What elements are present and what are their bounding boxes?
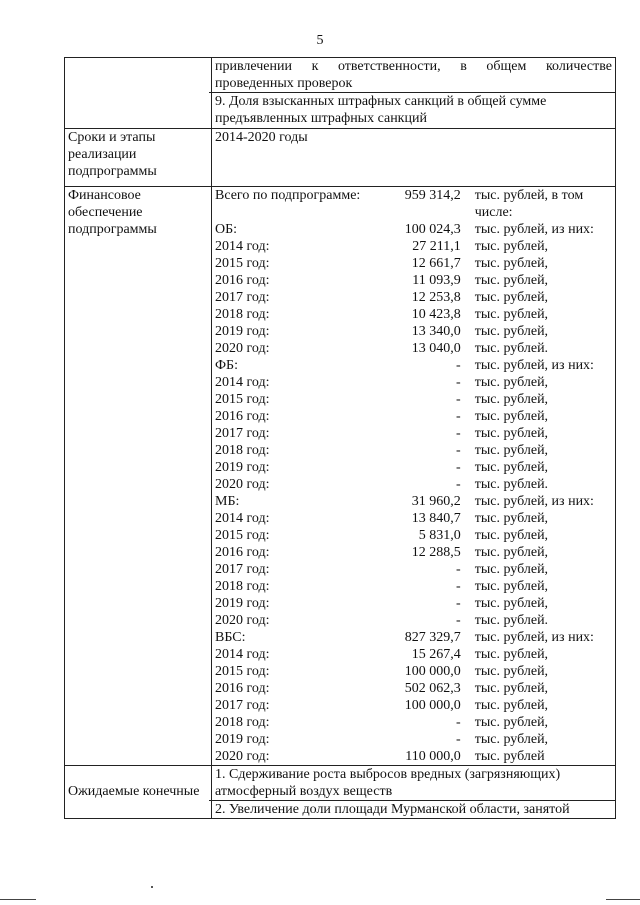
finance-line-value: 100 000,0	[404, 698, 461, 713]
finance-line-value: 827 329,7	[404, 630, 461, 645]
finance-line-label: ФБ:	[215, 358, 238, 373]
finance-line-unit: тыс. рублей,	[474, 579, 549, 594]
finance-line-label: 2018 год:	[215, 307, 270, 322]
finance-line	[215, 459, 612, 476]
finance-line-value: 12 661,7	[411, 256, 461, 271]
finance-line-unit: тыс. рублей,	[474, 664, 549, 679]
finance-line	[215, 578, 612, 595]
scan-speck	[151, 886, 153, 888]
finance-line-unit: тыс. рублей,	[474, 698, 549, 713]
finance-line-label: 2014 год:	[215, 375, 270, 390]
finance-line-unit: тыс. рублей,	[474, 409, 549, 424]
finance-line-value: 13 040,0	[411, 341, 461, 356]
finance-line-label: 2017 год:	[215, 290, 270, 305]
finance-line	[215, 510, 612, 527]
finance-line-unit: тыс. рублей,	[474, 545, 549, 560]
finance-line-value: 100 024,3	[404, 222, 461, 237]
finance-line-unit: тыс. рублей,	[474, 324, 549, 339]
finance-line-label: 2017 год:	[215, 426, 270, 441]
finance-line	[215, 748, 612, 765]
finance-line-value: 31 960,2	[411, 494, 461, 509]
finance-line-unit: тыс. рублей, из них:	[474, 222, 594, 237]
finance-line-label: 2016 год:	[215, 273, 270, 288]
terms-value: 2014-2020 годы	[212, 129, 616, 187]
finance-line	[215, 306, 612, 323]
finance-line-label: 2015 год:	[215, 256, 270, 271]
finance-line-label: 2018 год:	[215, 579, 270, 594]
finance-line-unit: тыс. рублей,	[474, 256, 549, 271]
finance-line-label: 2017 год:	[215, 562, 270, 577]
finance-line-label: 2017 год:	[215, 698, 270, 713]
finance-line-label: 2019 год:	[215, 732, 270, 747]
finance-line-unit: тыс. рублей,	[474, 426, 549, 441]
table-row	[65, 58, 616, 129]
finance-line-value: 13 340,0	[411, 324, 461, 339]
finance-line-unit: тыс. рублей,	[474, 239, 549, 254]
finance-line	[215, 408, 612, 425]
finance-line	[215, 663, 612, 680]
finance-line	[215, 442, 612, 459]
finance-line	[215, 391, 612, 408]
finance-line-unit: тыс. рублей,	[474, 375, 549, 390]
finance-line-value: 15 267,4	[411, 647, 461, 662]
table-row	[65, 187, 616, 766]
passport-table	[64, 57, 616, 819]
finance-line-value: 502 062,3	[404, 681, 461, 696]
finance-line-label: 2015 год:	[215, 528, 270, 543]
finance-total-unit: тыс. рублей, в том числе:	[474, 188, 584, 220]
finance-line	[215, 221, 612, 238]
finance-line-value: 5 831,0	[418, 528, 461, 543]
finance-line-value: -	[456, 596, 461, 611]
finance-line-unit: тыс. рублей,	[474, 273, 549, 288]
finance-block	[212, 187, 616, 766]
indicator-item-9: 9. Доля взысканных штрафных санкций в общей сумме предъявленных штрафных санкций	[209, 92, 615, 128]
finance-line-value: 11 093,9	[412, 273, 461, 288]
finance-line	[215, 527, 612, 544]
finance-lines	[215, 221, 612, 765]
finance-line-label: 2019 год:	[215, 324, 270, 339]
scan-edge-line	[606, 899, 640, 900]
finance-line	[215, 255, 612, 272]
finance-line	[215, 561, 612, 578]
finance-line-label: 2016 год:	[215, 409, 270, 424]
finance-line-unit: тыс. рублей,	[474, 562, 549, 577]
indicator-line: проведенных проверок	[215, 76, 353, 91]
finance-line-unit: тыс. рублей,	[474, 715, 549, 730]
finance-line	[215, 731, 612, 748]
finance-line-value: -	[456, 426, 461, 441]
finance-line-unit: тыс. рублей, из них:	[474, 358, 594, 373]
row1-label	[65, 58, 212, 129]
finance-label: Финансовое обеспечение подпрограммы	[65, 187, 212, 766]
finance-total-label: Всего по подпрограмме:	[215, 188, 361, 203]
finance-line-value: 110 000,0	[405, 749, 461, 764]
finance-line	[215, 493, 612, 510]
finance-total	[215, 187, 612, 221]
finance-line-value: 10 423,8	[411, 307, 461, 322]
page-number: 5	[316, 33, 324, 48]
finance-line-value: 100 000,0	[404, 664, 461, 679]
finance-line-unit: тыс. рублей,	[474, 290, 549, 305]
finance-line-value: -	[456, 375, 461, 390]
finance-line-value: -	[456, 579, 461, 594]
finance-line	[215, 697, 612, 714]
finance-line-unit: тыс. рублей,	[474, 460, 549, 475]
finance-line-unit: тыс. рублей,	[474, 511, 549, 526]
finance-line-value: 27 211,1	[412, 239, 461, 254]
finance-line-label: 2020 год:	[215, 749, 270, 764]
finance-line	[215, 595, 612, 612]
finance-line-value: -	[456, 613, 461, 628]
finance-line-label: ВБС:	[215, 630, 246, 645]
finance-line-unit: тыс. рублей,	[474, 392, 549, 407]
finance-line	[215, 272, 612, 289]
finance-line-label: 2018 год:	[215, 715, 270, 730]
finance-line-label: 2014 год:	[215, 511, 270, 526]
finance-line-value: -	[456, 443, 461, 458]
scan-edge-line	[0, 899, 36, 900]
finance-line-label: 2016 год:	[215, 545, 270, 560]
finance-line-unit: тыс. рублей	[474, 749, 545, 764]
finance-line-value: 13 840,7	[411, 511, 461, 526]
terms-label: Сроки и этапы реализации подпрограммы	[65, 129, 212, 187]
finance-line-unit: тыс. рублей, из них:	[474, 494, 594, 509]
finance-line-unit: тыс. рублей, из них:	[474, 630, 594, 645]
finance-line-value: -	[456, 562, 461, 577]
result-item-2: 2. Увеличение доли площади Мурманской области, занятой	[209, 800, 615, 818]
finance-line-unit: тыс. рублей,	[474, 528, 549, 543]
finance-line-value: -	[456, 358, 461, 373]
finance-line-label: 2019 год:	[215, 460, 270, 475]
finance-line-value: -	[456, 460, 461, 475]
finance-line-label: 2020 год:	[215, 477, 270, 492]
finance-line	[215, 476, 612, 493]
finance-line-value: -	[456, 732, 461, 747]
finance-line-unit: тыс. рублей,	[474, 647, 549, 662]
finance-line	[215, 714, 612, 731]
finance-line	[215, 629, 612, 646]
finance-line-unit: тыс. рублей.	[474, 613, 549, 628]
finance-line-value: 12 288,5	[411, 545, 461, 560]
finance-line-unit: тыс. рублей.	[474, 341, 549, 356]
finance-line-label: ОБ:	[215, 222, 238, 237]
table-row	[65, 129, 616, 187]
finance-line-label: 2019 год:	[215, 596, 270, 611]
finance-line-value: -	[456, 477, 461, 492]
results-label: Ожидаемые конечные	[65, 766, 212, 819]
finance-line-unit: тыс. рублей,	[474, 443, 549, 458]
table-row	[65, 766, 616, 819]
finance-total-value: 959 314,2	[404, 188, 461, 203]
finance-line	[215, 323, 612, 340]
finance-line-value: -	[456, 409, 461, 424]
finance-line	[215, 544, 612, 561]
finance-line-unit: тыс. рублей,	[474, 596, 549, 611]
finance-line	[215, 289, 612, 306]
result-item-1: 1. Сдерживание роста выбросов вредных (загрязняющих) атмосферный воздух веществ	[215, 767, 561, 799]
finance-line	[215, 340, 612, 357]
finance-line-unit: тыс. рублей.	[474, 477, 549, 492]
finance-line-unit: тыс. рублей,	[474, 307, 549, 322]
finance-line-unit: тыс. рублей,	[474, 732, 549, 747]
finance-line-label: 2018 год:	[215, 443, 270, 458]
finance-line-label: 2014 год:	[215, 647, 270, 662]
finance-line-label: 2014 год:	[215, 239, 270, 254]
finance-line-unit: тыс. рублей,	[474, 681, 549, 696]
finance-line-value: 12 253,8	[411, 290, 461, 305]
finance-line-label: 2015 год:	[215, 664, 270, 679]
finance-line-value: -	[456, 715, 461, 730]
finance-line-label: МБ:	[215, 494, 240, 509]
finance-line	[215, 425, 612, 442]
finance-line	[215, 357, 612, 374]
finance-line-label: 2020 год:	[215, 613, 270, 628]
finance-line	[215, 646, 612, 663]
finance-line-label: 2015 год:	[215, 392, 270, 407]
finance-line	[215, 680, 612, 697]
finance-line-label: 2016 год:	[215, 681, 270, 696]
finance-line	[215, 238, 612, 255]
finance-line	[215, 612, 612, 629]
finance-line-value: -	[456, 392, 461, 407]
finance-line-label: 2020 год:	[215, 341, 270, 356]
finance-line	[215, 374, 612, 391]
indicator-line: привлечении к ответственности, в общем количестве	[215, 59, 612, 74]
